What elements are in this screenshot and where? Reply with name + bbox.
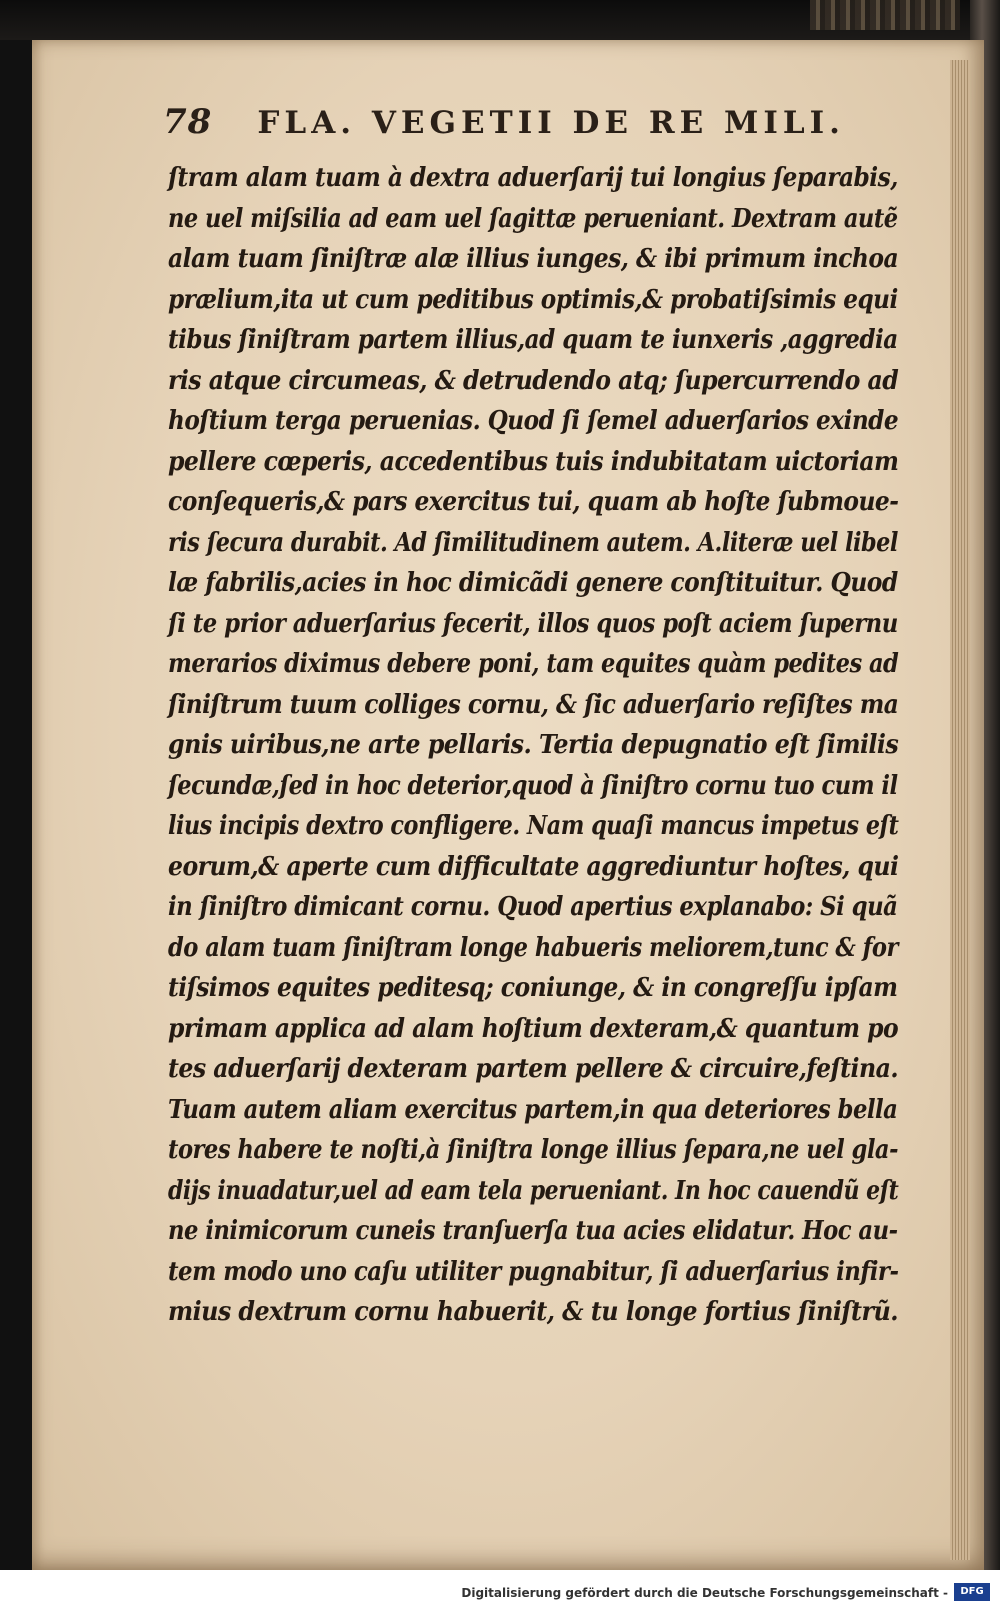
dfg-logo: DFG [954, 1583, 990, 1601]
text-line: alam tuam ſiniſtræ alæ illius iunges, & ibi primum inchoa [168, 244, 899, 274]
text-line: hoſtium terga peruenias. Quod ſi ſemel aduerſarios exinde [168, 406, 899, 436]
text-line: mius dextrum cornu habuerit, & tu longe fortius ſiniſtrũ. [168, 1297, 898, 1327]
text-line: Tuam autem aliam exercitus partem,in qua deteriores bella [168, 1094, 898, 1125]
text-line: merarios diximus debere poni, tam equites quàm pedites ad [168, 649, 899, 679]
text-line: dijs inuadatur,uel ad eam tela perueniant. In hoc cauendũ eſt [168, 1175, 899, 1206]
page-number: 78 [163, 102, 213, 142]
text-line: ris ſecura durabit. Ad ſimilitudinem autem. A.literæ uel libel [168, 527, 898, 558]
text-line: gnis uiribus,ne arte pellaris. Tertia depugnatio eſt ſimilis [168, 730, 899, 760]
page-stack-edge [950, 60, 970, 1560]
text-line: ris atque circumeas, & detrudendo atq; ſupercurrendo ad [168, 365, 899, 396]
text-line: læ fabrilis,acies in hoc dimicãdi genere conſtituitur. Quod [168, 568, 898, 598]
text-line: ſecundæ,ſed in hoc deterior,quod à ſiniſtro cornu tuo cum il [168, 770, 898, 801]
text-line: tores habere te noſti,à ſiniſtra longe illius ſepara,ne uel gla- [168, 1135, 898, 1165]
text-line: tiſsimos equites peditesq; coniunge, & in congreſſu ipſam [168, 973, 898, 1003]
text-line: lius incipis dextro confligere. Nam quaſi mancus impetus eſt [168, 811, 899, 841]
text-line: tem modo uno caſu utiliter pugnabitur, ſi aduerſarius infir- [168, 1256, 899, 1287]
scan-background-top [0, 0, 1000, 40]
book-edge-tabs [810, 0, 960, 30]
text-line: do alam tuam ſiniſtram longe habueris meliorem,tunc & for [168, 932, 898, 963]
text-line: conſequeris,& pars exercitus tui, quam ab hoſte ſubmoue- [168, 487, 899, 517]
text-line: ne uel miſsilia ad eam uel ſagittæ perueniant. Dextram autẽ [168, 203, 898, 234]
text-line: ſiniſtrum tuum colliges cornu, & ſic aduerſario reſiſtes ma [168, 689, 899, 720]
text-line: prælium,ita ut cum peditibus optimis,& probatiſsimis equi [168, 284, 898, 315]
text-line: ne inimicorum cuneis tranſuerſa tua acies elidatur. Hoc au- [168, 1216, 898, 1246]
funding-credit: Digitalisierung gefördert durch die Deutsche Forschungsgemeinschaft - [461, 1586, 948, 1600]
body-text [168, 158, 898, 1333]
text-line: pellere cœperis, accedentibus tuis indubitatam uictoriam [168, 446, 899, 477]
text-line: eorum,& aperte cum difficultate aggrediuntur hoſtes, qui [168, 851, 899, 882]
text-line: in ſiniſtro dimicant cornu. Quod apertius explanabo: Si quã [168, 892, 898, 922]
digitization-footer [0, 1570, 1000, 1617]
text-line: ſi te prior aduerſarius fecerit, illos quos poſt aciem ſupernu [168, 608, 898, 639]
running-head [163, 102, 845, 152]
text-line: tibus ſiniſtram partem illius,ad quam te iunxeris ,aggredia [168, 325, 898, 355]
running-title: FLA. VEGETII DE RE MILI. [257, 105, 845, 141]
text-line: primam applica ad alam hoſtium dexteram,& quantum po [168, 1013, 899, 1044]
text-line: ſtram alam tuam à dextra aduerſarij tui longius ſeparabis, [168, 163, 898, 193]
text-line: tes aduerſarij dexteram partem pellere & circuire,feſtina. [168, 1054, 899, 1084]
